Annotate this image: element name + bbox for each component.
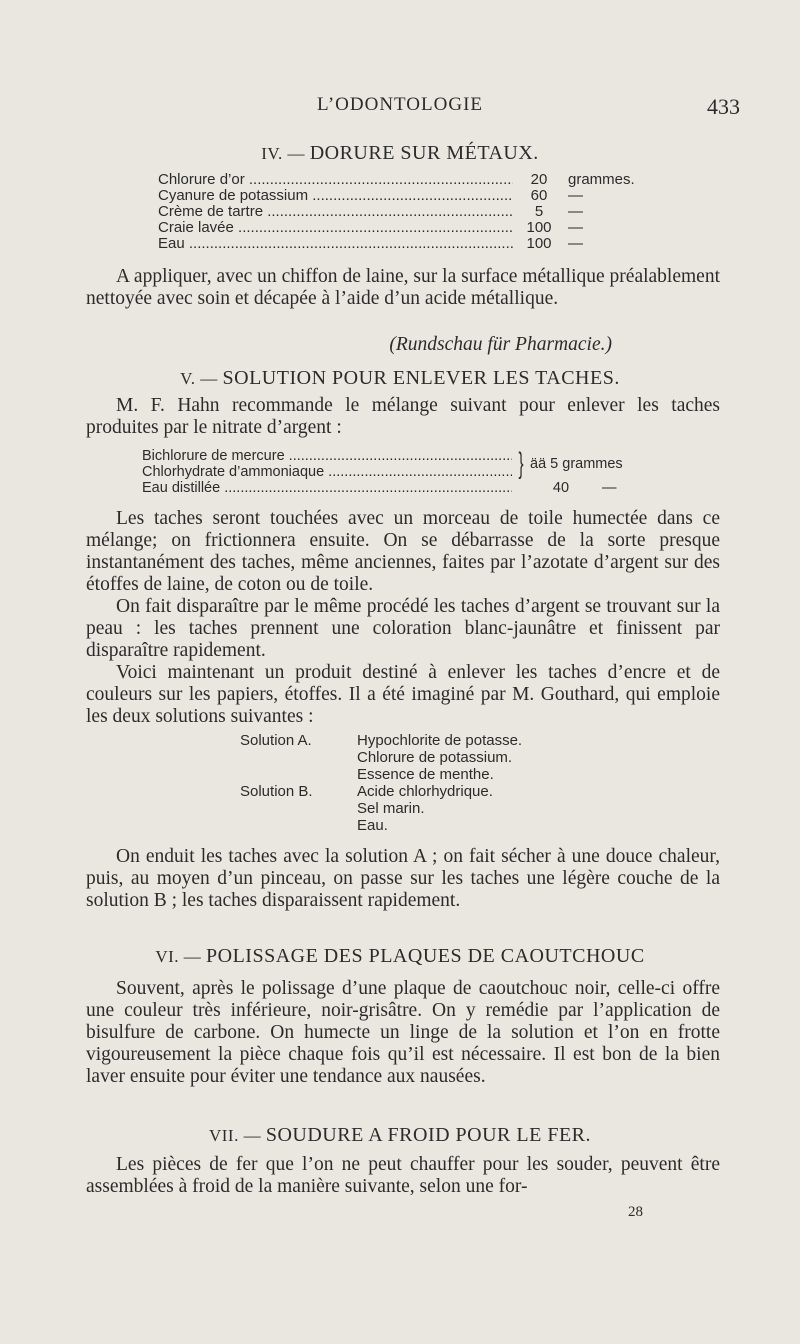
section-number: V. — bbox=[180, 369, 218, 388]
gilding-recipe bbox=[158, 172, 678, 252]
ingredient-quantity: 60 bbox=[530, 187, 548, 204]
solution-row bbox=[240, 749, 660, 766]
solution-ingredient: Chlorure de potassium. bbox=[357, 749, 513, 766]
ingredient-unit: — bbox=[568, 203, 583, 220]
paragraph-text: A appliquer, avec un chiffon de laine, sur la surface métallique préalablement nettoyée avec soin et décapée à l’aide d’un acide métallique. bbox=[86, 266, 720, 309]
section-title: SOLUTION POUR ENLEVER LES TACHES. bbox=[222, 367, 620, 389]
stain-removal-formula bbox=[142, 448, 702, 496]
solution-row bbox=[240, 766, 660, 783]
ingredient-name: Craie lavée ..... bbox=[158, 220, 513, 236]
paragraph bbox=[86, 1154, 720, 1198]
ingredient-unit: — bbox=[568, 219, 583, 236]
ingredient-name: Eau distillée ..... bbox=[142, 480, 512, 496]
solution-ingredient: Essence de menthe. bbox=[357, 766, 494, 783]
solution-ingredient: Sel marin. bbox=[357, 800, 425, 817]
solution-label: Solution A. bbox=[240, 732, 312, 749]
paragraph-text: On enduit les taches avec la solution A ; on fait sécher à une douce chaleur, puis, au moyen d’un pinceau, on passe sur les taches une légère couche de la solution B ; les taches disparaissent rapidement. bbox=[86, 846, 720, 911]
paragraph-text: On fait disparaître par le même procédé les taches d’argent se trouvant sur la peau : les taches prennent une coloration blanc-jaunâtre et finissent par disparaître rapidement. bbox=[86, 596, 720, 661]
solution-ingredient: Hypochlorite de potasse. bbox=[357, 732, 523, 749]
ingredient-quantity: 40 bbox=[552, 480, 570, 496]
section-heading-vi bbox=[0, 945, 800, 968]
group-quantity: ää 5 grammes bbox=[530, 456, 623, 472]
section-title: DORURE SUR MÉTAUX. bbox=[309, 142, 539, 164]
formula-row bbox=[142, 464, 702, 480]
solution-label: Solution B. bbox=[240, 783, 313, 800]
paragraph-text: Les pièces de fer que l’on ne peut chauffer pour les souder, peuvent être assemblées à froid de la manière suivante, selon une for- bbox=[86, 1154, 720, 1197]
paragraph-text: M. F. Hahn recommande le mélange suivant pour enlever les taches produites par le nitrate d’argent : bbox=[86, 395, 720, 438]
formula-row bbox=[142, 480, 702, 496]
solution-row bbox=[240, 817, 660, 834]
paragraph-text: Les taches seront touchées avec un morceau de toile humectée dans ce mélange; on frictionnera ensuite. On se débarrasse de la sorte presque instantanément des taches, même anciennes, faites par l’azotate d’argent sur des étoffes de laine, de coton ou de toile. bbox=[86, 508, 720, 595]
recipe-row bbox=[158, 172, 678, 188]
ingredient-name: Crème de tartre ..... bbox=[158, 204, 513, 220]
recipe-row bbox=[158, 236, 678, 252]
citation: (Rundschau für Pharmacie.) bbox=[389, 334, 612, 355]
ingredient-unit: grammes. bbox=[568, 171, 635, 188]
section-number: VI. — bbox=[155, 947, 202, 966]
page-number: 433 bbox=[707, 94, 740, 119]
ingredient-unit: — bbox=[602, 480, 617, 496]
paragraph bbox=[86, 266, 720, 310]
solution-ingredient: Eau. bbox=[357, 817, 388, 834]
solution-ingredient: Acide chlorhydrique. bbox=[357, 783, 493, 800]
ingredient-name: Eau ..... bbox=[158, 236, 513, 252]
ingredient-quantity: 20 bbox=[530, 171, 548, 188]
solution-row bbox=[240, 800, 660, 817]
section-title: POLISSAGE DES PLAQUES DE CAOUTCHOUC bbox=[206, 945, 645, 967]
signature-mark: 28 bbox=[628, 1204, 643, 1220]
ingredient-quantity: 100 bbox=[526, 235, 552, 252]
ingredient-quantity: 100 bbox=[526, 219, 552, 236]
ingredient-unit: — bbox=[568, 235, 583, 252]
section-number: VII. — bbox=[208, 1126, 262, 1145]
ingredient-name: Cyanure de potassium ..... bbox=[158, 188, 513, 204]
paragraph bbox=[86, 508, 720, 728]
solution-row bbox=[240, 783, 660, 800]
section-heading-v bbox=[0, 367, 800, 390]
paragraph bbox=[86, 395, 720, 439]
section-heading-iv bbox=[0, 142, 800, 165]
ingredient-name: Chlorhydrate d’ammoniaque ..... bbox=[142, 464, 512, 480]
running-head bbox=[0, 94, 800, 118]
ingredient-quantity: 5 bbox=[534, 203, 544, 220]
journal-title: L’ODONTOLOGIE bbox=[316, 94, 484, 115]
ingredient-unit: — bbox=[568, 187, 583, 204]
brace-symbol: } bbox=[518, 447, 524, 480]
section-number: IV. — bbox=[261, 144, 305, 163]
paragraph bbox=[86, 978, 720, 1088]
recipe-row bbox=[158, 204, 678, 220]
solutions-list bbox=[240, 732, 660, 834]
paragraph-text: Voici maintenant un produit destiné à enlever les taches d’encre et de couleurs sur les papiers, étoffes. Il a été imaginé par M. Gouthard, qui emploie les deux solutions suivantes : bbox=[86, 662, 720, 727]
ingredient-name: Bichlorure de mercure ..... bbox=[142, 448, 512, 464]
section-title: SOUDURE A FROID POUR LE FER. bbox=[265, 1124, 592, 1146]
recipe-row bbox=[158, 188, 678, 204]
paragraph bbox=[86, 846, 720, 912]
ingredient-name: Chlorure d’or ..... bbox=[158, 172, 513, 188]
solution-row bbox=[240, 732, 660, 749]
paragraph-text: Souvent, après le polissage d’une plaque de caoutchouc noir, celle-ci offre une couleur très inférieure, noir-grisâtre. On y remédie par l’application de bisulfure de carbone. On humecte un linge de la solution et l’on en frotte vigoureusement la pièce chaque fois qu’il est nécessaire. Il est bon de la bien laver ensuite pour éviter une tendance aux nausées. bbox=[86, 978, 720, 1087]
recipe-row bbox=[158, 220, 678, 236]
section-heading-vii bbox=[0, 1124, 800, 1147]
